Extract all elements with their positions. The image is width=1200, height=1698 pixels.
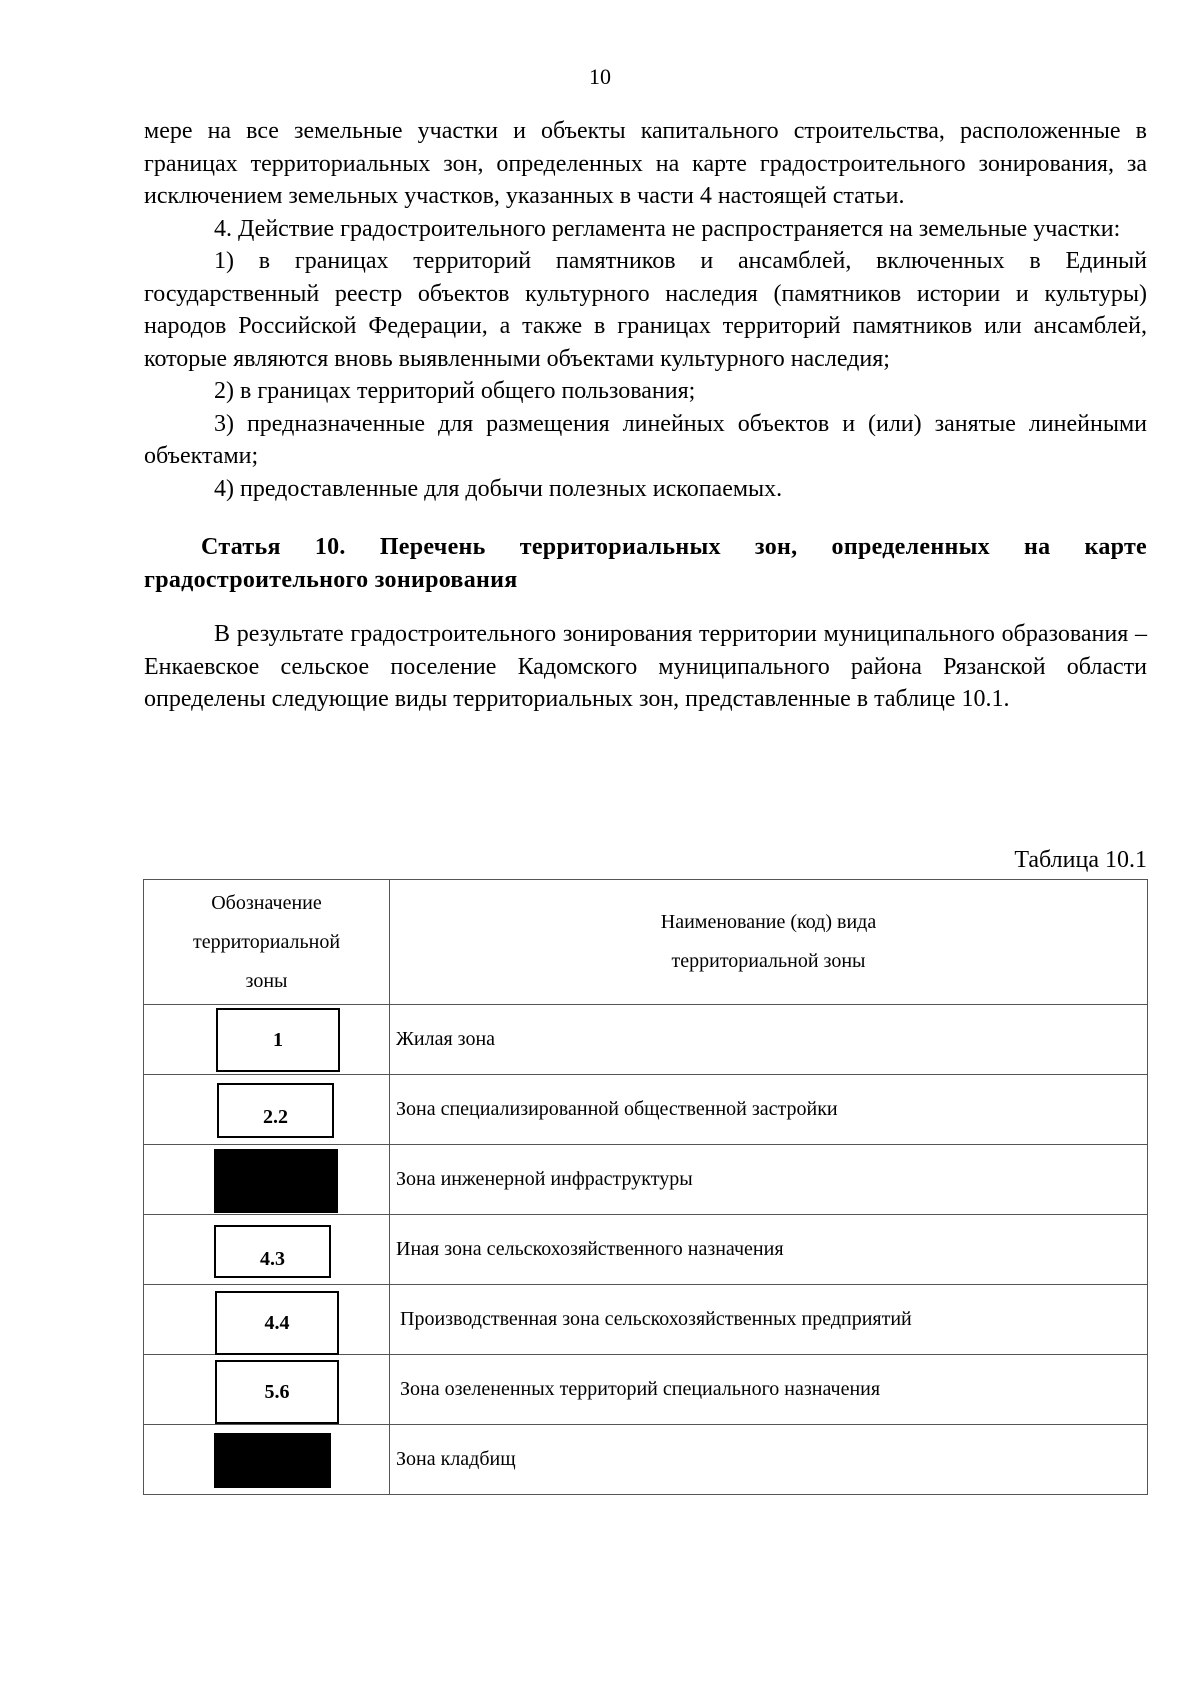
body-text [144, 115, 1147, 716]
article-heading: Статья 10. Перечень территориальных зон, определенных на карте градостроительного зонирования [144, 534, 1147, 593]
list-item-2: 2) в границах территорий общего пользования; [214, 378, 696, 404]
header-name-cell [390, 880, 1148, 1005]
table-row [144, 1145, 1148, 1215]
table-row [144, 1425, 1148, 1495]
zone-code-cell [144, 1145, 390, 1215]
zone-code-box-filled [214, 1149, 338, 1213]
paragraph-continuation: мере на все земельные участки и объекты капитального строительства, расположенные в границах территориальных зон, определенных на карте градостроительного зонирования, за исключением земельных участков, указанных в части 4 настоящей статьи. [144, 118, 1147, 209]
table-row [144, 1355, 1148, 1425]
paragraph-part-4: 4. Действие градостроительного регламента не распространяется на земельные участки: [214, 215, 1121, 242]
page-number: 10 [589, 64, 611, 89]
zone-name-cell: Зона кладбищ [390, 1425, 1148, 1495]
table-row [144, 1285, 1148, 1355]
header-code-label: Обозначение территориальной зоны [192, 891, 341, 992]
zone-code-cell [144, 1215, 390, 1285]
zone-code-cell [144, 1425, 390, 1495]
header-name-label: Наименование (код) вида территориальной зоны [660, 911, 877, 972]
zone-name-cell: Производственная зона сельскохозяйственных предприятий [390, 1285, 1148, 1355]
zone-code-box: 4.4 [215, 1291, 339, 1355]
zone-code-box: 4.3 [214, 1225, 331, 1278]
header-code-cell [144, 880, 390, 1005]
table-row [144, 1215, 1148, 1285]
zone-code-box: 2.2 [217, 1083, 334, 1138]
intro-paragraph: В результате градостроительного зонирования территории муниципального образования – Енкаевское сельское поселение Кадомского муниципального района Рязанской области определены следующие виды территориальных зон, представленные в таблице 10.1. [144, 621, 1147, 712]
zone-code-box: 1 [216, 1008, 340, 1072]
zone-code-box-filled [214, 1433, 331, 1488]
zone-name-cell: Иная зона сельскохозяйственного назначения [390, 1215, 1148, 1285]
zone-code-cell [144, 1075, 390, 1145]
zones-table [143, 879, 1148, 1495]
list-item-1: 1) в границах территорий памятников и ансамблей, включенных в Единый государственный реестр объектов культурного наследия (памятников истории и культуры) народов Российской Федерации, а также в границах территорий памятников или ансамблей, которые являются вновь выявленными объектами культурного наследия; [144, 248, 1147, 372]
table-header-row [144, 880, 1148, 1005]
zone-code-cell [144, 1005, 390, 1075]
table-row [144, 1005, 1148, 1075]
zone-name-cell: Зона инженерной инфраструктуры [390, 1145, 1148, 1215]
zone-code-box: 5.6 [215, 1360, 339, 1424]
zone-code-cell [144, 1285, 390, 1355]
zone-code-cell [144, 1355, 390, 1425]
list-item-4: 4) предоставленные для добычи полезных ископаемых. [214, 475, 783, 502]
zone-name-cell: Жилая зона [390, 1005, 1148, 1075]
zone-name-cell: Зона озелененных территорий специального назначения [390, 1355, 1148, 1425]
table-row [144, 1075, 1148, 1145]
table-caption: Таблица 10.1 [1014, 847, 1147, 873]
list-item-3: 3) предназначенные для размещения линейных объектов и (или) занятые линейными объектами; [144, 410, 1147, 469]
zone-name-cell: Зона специализированной общественной застройки [390, 1075, 1148, 1145]
